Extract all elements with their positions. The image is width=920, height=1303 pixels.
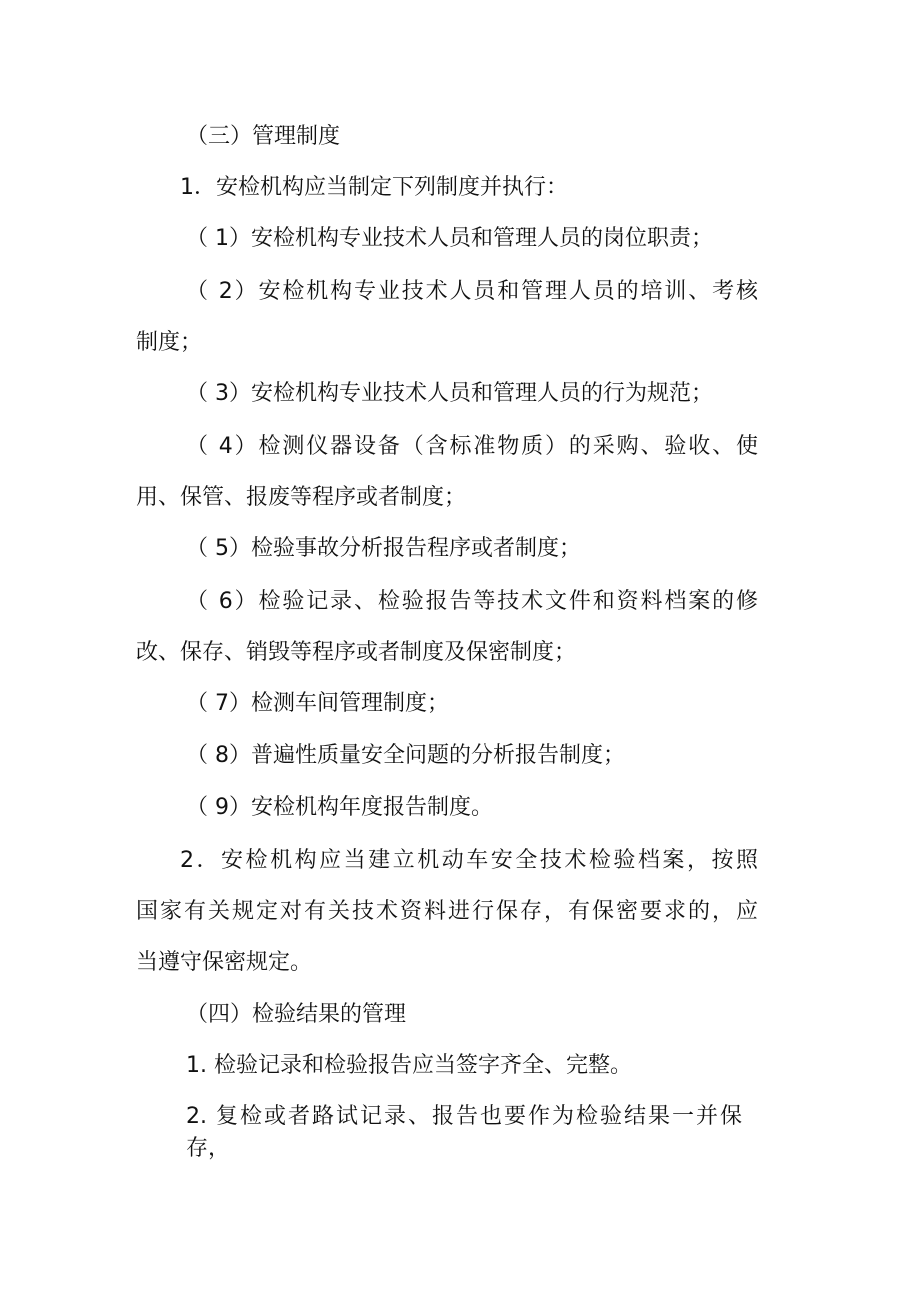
sub-item-8: （ 8）普遍性质量安全问题的分析报告制度；: [186, 743, 625, 768]
section-heading-result-management: （四）检验结果的管理: [186, 1002, 407, 1027]
sub-item-7: （ 7）检测车间管理制度；: [186, 691, 449, 716]
item-2-line-3: 当遵守保密规定。: [136, 950, 313, 975]
item-1-intro: 1．安检机构应当制定下列制度并执行：: [180, 175, 568, 200]
sub-item-9: （ 9）安检机构年度报告制度。: [186, 795, 493, 820]
sub-item-2-line-2: 制度；: [136, 330, 203, 355]
result-item-2-line-2: 存，: [186, 1136, 231, 1161]
sub-item-2-line-1: （ 2）安检机构专业技术人员和管理人员的培训、考核: [186, 279, 758, 304]
sub-item-3: （ 3）安检机构专业技术人员和管理人员的行为规范；: [186, 381, 713, 406]
sub-item-4-line-2: 用、保管、报废等程序或者制度；: [136, 485, 467, 510]
sub-item-6-line-2: 改、保存、销毁等程序或者制度及保密制度；: [136, 640, 577, 665]
result-item-1: 1. 检验记录和检验报告应当签字齐全、完整。: [186, 1053, 632, 1078]
sub-item-4-line-1: （ 4）检测仪器设备（含标准物质）的采购、验收、使: [186, 434, 758, 459]
sub-item-1: （ 1）安检机构专业技术人员和管理人员的岗位职责；: [186, 226, 713, 251]
item-2-line-2: 国家有关规定对有关技术资料进行保存，有保密要求的，应: [136, 899, 758, 924]
item-2-line-1: 2．安检机构应当建立机动车安全技术检验档案，按照: [180, 848, 758, 873]
section-heading-management-system: （三）管理制度: [186, 124, 341, 149]
result-item-2-line-1: 2. 复检或者路试记录、报告也要作为检验结果一并保: [186, 1104, 742, 1129]
sub-item-6-line-1: （ 6）检验记录、检验报告等技术文件和资料档案的修: [186, 589, 758, 614]
sub-item-5: （ 5）检验事故分析报告程序或者制度；: [186, 536, 581, 561]
